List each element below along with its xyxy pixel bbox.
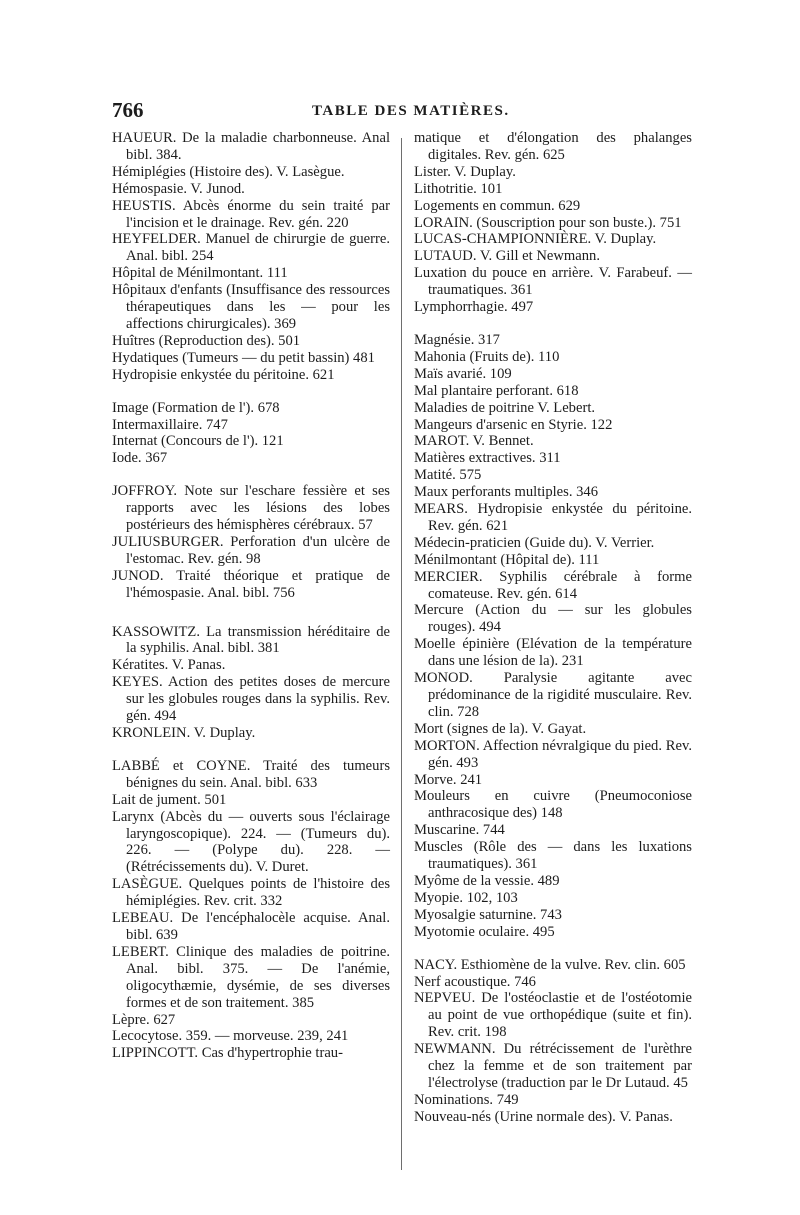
right-column	[414, 130, 692, 1126]
index-entry: Magnésie. 317	[414, 331, 500, 348]
index-entry: Moelle épinière (Elévation de la température dans une lésion de la). 231	[414, 636, 692, 670]
index-entry: Logements en commun. 629	[414, 197, 581, 214]
index-entry: Mercure (Action du — sur les globules rouges). 494	[414, 602, 692, 636]
index-entry: Ménilmontant (Hôpital de). 111	[414, 551, 600, 568]
index-entry: JOFFROY. Note sur l'eschare fessière et ses rapports avec les lésions des lobes postérieurs des hémisphères cérébraux. 57	[112, 483, 390, 534]
page-number: 766	[112, 98, 144, 122]
index-entry: Intermaxillaire. 747	[112, 416, 228, 433]
index-entry: Huîtres (Reproduction des). 501	[112, 332, 301, 349]
index-entry: LEBEAU. De l'encéphalocèle acquise. Anal. bibl. 639	[112, 910, 390, 943]
index-entry: Hôpital de Ménilmontant. 111	[112, 265, 288, 282]
index-entry: JUNOD. Traité théorique et pratique de l'hémospasie. Anal. bibl. 756	[112, 567, 390, 601]
index-entry: NACY. Esthiomène de la vulve. Rev. clin. 605	[414, 956, 686, 973]
index-entry: LUCAS-CHAMPIONNIÈRE. V. Duplay.	[414, 231, 657, 248]
index-entry: Maladies de poitrine V. Lebert.	[414, 399, 596, 416]
index-entry: Maux perforants multiples. 346	[414, 484, 599, 501]
index-entry: LIPPINCOTT. Cas d'hypertrophie trau-	[112, 1045, 343, 1062]
index-entry: HEYFELDER. Manuel de chirurgie de guerre. Anal. bibl. 254	[112, 231, 390, 265]
index-entry: Mouleurs en cuivre (Pneumoconiose anthracosique des) 148	[414, 788, 692, 822]
index-entry: Mahonia (Fruits de). 110	[414, 348, 560, 365]
index-entry: Iode. 367	[112, 450, 168, 467]
index-entry: Myopie. 102, 103	[414, 889, 518, 906]
index-entry: KRONLEIN. V. Duplay.	[112, 725, 256, 741]
index-entry: Nominations. 749	[414, 1091, 519, 1108]
index-entry: LEBERT. Clinique des maladies de poitrine. Anal. bibl. 375. — De l'anémie, oligocythæmie, dysémie, de ses diverses formes et de son traitement. 385	[112, 943, 390, 1011]
index-entry: Lèpre. 627	[112, 1011, 176, 1028]
index-entry: HEUSTIS. Abcès énorme du sein traité par l'incision et le drainage. Rev. gén. 220	[112, 197, 390, 231]
index-entry: Lister. V. Duplay.	[414, 163, 516, 180]
index-entry: Luxation du pouce en arrière. V. Farabeuf. — traumatiques. 361	[414, 265, 692, 299]
index-entry: Mal plantaire perforant. 618	[414, 382, 579, 399]
index-entry: LUTAUD. V. Gill et Newmann.	[414, 248, 600, 265]
index-entry: Nerf acoustique. 746	[414, 973, 536, 990]
index-entry: Muscles (Rôle des — dans les luxations traumatiques). 361	[414, 839, 692, 873]
index-entry: Hôpitaux d'enfants (Insuffisance des ressources thérapeutiques dans les — pour les affections chirurgicales). 369	[112, 282, 390, 332]
left-column	[112, 130, 390, 1062]
index-entry: HAUEUR. De la maladie charbonneuse. Anal bibl. 384.	[112, 130, 390, 163]
index-entry: MAROT. V. Bennet.	[414, 433, 534, 450]
index-entry: Lecocytose. 359. — morveuse. 239, 241	[112, 1028, 349, 1045]
index-entry: Larynx (Abcès du — ouverts sous l'éclairage laryngoscopique). 224. — (Tumeurs du). 226. — (Polype du). 228. — (Rétrécissements du). V. Duret.	[112, 808, 390, 876]
index-entry: Muscarine. 744	[414, 822, 505, 839]
index-entry: Matières extractives. 311	[414, 450, 561, 467]
index-entry: MORTON. Affection névralgique du pied. Rev. gén. 493	[414, 737, 692, 771]
index-entry: NEPVEU. De l'ostéoclastie et de l'ostéotomie au point de vue orthopédique (suite et fin). Rev. crit. 198	[414, 990, 692, 1041]
index-entry: Myotomie oculaire. 495	[414, 923, 555, 940]
index-entry: Myôme de la vessie. 489	[414, 872, 560, 889]
index-entry: LORAIN. (Souscription pour son buste.). 751	[414, 214, 682, 231]
page-header	[112, 98, 682, 124]
index-entry: Maïs avarié. 109	[414, 365, 512, 382]
index-entry: NEWMANN. Du rétrécissement de l'urèthre chez la femme et de son traitement par l'électrolyse (traduction par le Dr Lutaud. 45	[414, 1041, 692, 1091]
index-entry: Médecin-praticien (Guide du). V. Verrier.	[414, 534, 655, 551]
running-title: TABLE DES MATIÈRES.	[312, 103, 510, 119]
index-entry: Lait de jument. 501	[112, 791, 227, 808]
index-entry: Mort (signes de la). V. Gayat.	[414, 720, 587, 737]
index-entry: MONOD. Paralysie agitante avec prédominance de la rigidité musculaire. Rev. clin. 728	[414, 670, 692, 720]
index-entry: Matité. 575	[414, 467, 482, 484]
index-entry: KEYES. Action des petites doses de mercure sur les globules rouges dans la syphilis. Rev. gén. 494	[112, 674, 390, 725]
index-entry: Image (Formation de l'). 678	[112, 399, 280, 416]
index-entry: Myosalgie saturnine. 743	[414, 906, 562, 923]
index-entry: Hémospasie. V. Junod.	[112, 180, 245, 197]
index-entry: JULIUSBURGER. Perforation d'un ulcère de l'estomac. Rev. gén. 98	[112, 533, 390, 567]
index-entry: Lithotritie. 101	[414, 180, 503, 197]
column-divider	[401, 138, 402, 1170]
index-entry: Morve. 241	[414, 771, 483, 788]
index-entry: MERCIER. Syphilis cérébrale à forme comateuse. Rev. gén. 614	[414, 568, 692, 602]
index-entry: Internat (Concours de l'). 121	[112, 433, 284, 450]
index-entry: KASSOWITZ. La transmission héréditaire de la syphilis. Anal. bibl. 381	[112, 623, 390, 657]
index-entry: LASÈGUE. Quelques points de l'histoire des hémiplégies. Rev. crit. 332	[112, 876, 390, 910]
index-entry: Mangeurs d'arsenic en Styrie. 122	[414, 416, 613, 433]
index-entry: MEARS. Hydropisie enkystée du péritoine. Rev. gén. 621	[414, 501, 692, 534]
index-entry: Hémiplégies (Histoire des). V. Lasègue.	[112, 163, 345, 180]
index-entry: Kératites. V. Panas.	[112, 657, 226, 674]
index-entry: matique et d'élongation des phalanges digitales. Rev. gén. 625	[414, 130, 692, 163]
index-entry: Nouveau-nés (Urine normale des). V. Panas.	[414, 1108, 673, 1125]
index-entry: Hydatiques (Tumeurs — du petit bassin) 481	[112, 349, 375, 366]
index-entry: Hydropisie enkystée du péritoine. 621	[112, 366, 335, 383]
index-entry: LABBÉ et COYNE. Traité des tumeurs bénignes du sein. Anal. bibl. 633	[112, 757, 390, 791]
index-entry: Lymphorrhagie. 497	[414, 299, 534, 316]
